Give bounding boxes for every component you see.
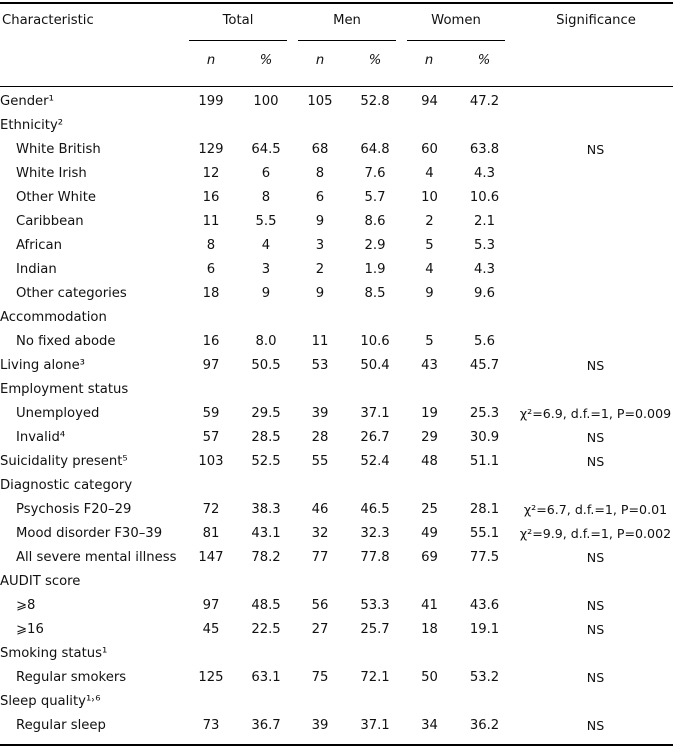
men-n-cell: 2: [315, 262, 325, 277]
significance-cell: [518, 90, 673, 114]
total-pct-cell: 8.0: [255, 334, 277, 349]
significance-cell: [518, 378, 673, 402]
men-pct-cell: 72.1: [360, 670, 390, 685]
women-n-cell: [408, 114, 451, 138]
men-n-cell: [298, 570, 342, 594]
men-n-cell: 32: [311, 526, 329, 541]
total-pct-cell: 63.1: [251, 670, 281, 685]
men-n-cell: [298, 474, 342, 498]
men-pct-cell: 46.5: [360, 502, 390, 517]
table-row: [0, 330, 673, 354]
women-n-cell: 4: [425, 166, 434, 181]
table-row: [0, 306, 673, 330]
table-row: [0, 498, 673, 522]
men-pct-cell: 10.6: [360, 334, 390, 349]
women-n-cell: 43: [421, 358, 438, 373]
table-row: [0, 642, 673, 666]
men-n-cell: 56: [311, 598, 329, 613]
men-pct-cell: 53.3: [360, 598, 390, 613]
men-n-cell: 11: [311, 334, 329, 349]
table-row: [0, 234, 673, 258]
men-n-cell: 46: [311, 502, 329, 517]
table-row: [0, 162, 673, 186]
table-row: [0, 546, 673, 570]
significance-cell: [518, 258, 673, 282]
table-row: [0, 210, 673, 234]
row-label: Indian: [16, 262, 57, 277]
women-n-cell: 2: [425, 214, 434, 229]
women-n-cell: 48: [421, 454, 438, 469]
total-n-cell: 45: [202, 622, 220, 637]
significance-cell: [518, 690, 673, 714]
women-pct-cell: 55.1: [469, 526, 500, 541]
row-label: African: [16, 238, 62, 253]
header-total: Total: [222, 13, 254, 28]
men-pct-cell: 52.4: [360, 454, 390, 469]
women-pct-cell: 4.3: [474, 262, 495, 277]
total-pct-cell: 100: [253, 94, 279, 109]
total-n-cell: [188, 690, 234, 714]
men-n-cell: 55: [311, 454, 329, 469]
row-label: ⩾16: [16, 622, 44, 637]
total-pct-cell: 52.5: [251, 454, 281, 469]
men-pct-cell: [342, 114, 408, 138]
women-pct-cell: 28.1: [469, 502, 500, 517]
women-n-cell: 29: [421, 430, 438, 445]
men-pct-cell: 2.9: [364, 238, 386, 253]
significance-cell: [518, 642, 673, 666]
significance-cell: NS: [586, 142, 605, 157]
table-row: [0, 522, 673, 546]
characteristics-table: [0, 90, 673, 738]
women-n-cell: 69: [421, 550, 438, 565]
total-pct-cell: [234, 570, 298, 594]
total-pct-cell: 29.5: [251, 406, 281, 421]
men-pct-cell: 7.6: [364, 166, 386, 181]
table-row: [0, 114, 673, 138]
men-n-cell: [298, 114, 342, 138]
header-women: Women: [431, 13, 481, 28]
significance-cell: NS: [586, 430, 605, 445]
row-label: Regular smokers: [16, 670, 127, 685]
table-row: [0, 282, 673, 306]
row-label: Gender¹: [0, 94, 54, 109]
women-pct-cell: [451, 306, 518, 330]
table-row: [0, 570, 673, 594]
subheader-men-pct: %: [368, 53, 382, 68]
men-pct-cell: 37.1: [360, 718, 390, 733]
women-n-cell: 10: [421, 190, 438, 205]
table-row: [0, 258, 673, 282]
subheader-men-n: n: [315, 53, 325, 68]
women-pct-cell: 30.9: [469, 430, 500, 445]
table-row: [0, 474, 673, 498]
header-characteristic: Characteristic: [2, 13, 94, 28]
women-pct-cell: 4.3: [474, 166, 495, 181]
men-pct-cell: 5.7: [364, 190, 386, 205]
men-n-cell: 3: [315, 238, 325, 253]
men-n-cell: 77: [311, 550, 329, 565]
men-n-cell: 27: [311, 622, 329, 637]
subheader-women-n: n: [424, 53, 434, 68]
men-n-cell: [298, 306, 342, 330]
total-n-cell: 103: [198, 454, 224, 469]
women-n-cell: 25: [421, 502, 438, 517]
total-n-cell: 59: [202, 406, 220, 421]
total-pct-cell: 3: [261, 262, 271, 277]
women-pct-cell: 5.3: [474, 238, 495, 253]
total-pct-cell: [234, 690, 298, 714]
women-n-cell: 19: [421, 406, 438, 421]
total-n-cell: 81: [202, 526, 220, 541]
men-pct-cell: 25.7: [360, 622, 390, 637]
significance-cell: NS: [586, 718, 605, 733]
table-row: [0, 690, 673, 714]
total-n-cell: 16: [202, 334, 220, 349]
row-label: Diagnostic category: [0, 478, 133, 493]
significance-cell: [518, 114, 673, 138]
row-label: Caribbean: [16, 214, 84, 229]
table-row: [0, 378, 673, 402]
row-label: Sleep quality¹˒⁶: [0, 694, 101, 709]
men-n-cell: 8: [315, 166, 325, 181]
row-label: Psychosis F20–29: [16, 502, 132, 517]
table-row: [0, 714, 673, 738]
total-pct-cell: 50.5: [251, 358, 281, 373]
row-label: Regular sleep: [16, 718, 106, 733]
total-pct-cell: 6: [261, 166, 271, 181]
significance-cell: [518, 234, 673, 258]
men-n-cell: 39: [311, 406, 329, 421]
row-label: AUDIT score: [0, 574, 81, 589]
women-pct-cell: [451, 642, 518, 666]
row-label: Unemployed: [16, 406, 100, 421]
women-n-cell: [408, 690, 451, 714]
total-n-cell: 57: [202, 430, 220, 445]
row-label: Other categories: [16, 286, 127, 301]
total-pct-cell: 9: [261, 286, 271, 301]
header-men: Men: [333, 13, 361, 28]
women-group-rule: [407, 40, 505, 41]
total-n-cell: 97: [202, 358, 220, 373]
row-label: Suicidality present⁵: [0, 454, 128, 469]
men-pct-cell: [342, 306, 408, 330]
significance-cell: NS: [586, 670, 605, 685]
women-pct-cell: 10.6: [469, 190, 500, 205]
total-n-cell: [188, 306, 234, 330]
women-pct-cell: 47.2: [469, 94, 500, 109]
men-n-cell: 9: [315, 214, 325, 229]
women-n-cell: 5: [425, 334, 434, 349]
men-pct-cell: 8.6: [364, 214, 386, 229]
table-row: [0, 666, 673, 690]
men-pct-cell: 77.8: [360, 550, 390, 565]
men-pct-cell: [342, 474, 408, 498]
total-n-cell: 72: [202, 502, 220, 517]
table-row: [0, 402, 673, 426]
women-n-cell: [408, 378, 451, 402]
total-pct-cell: 28.5: [251, 430, 281, 445]
women-pct-cell: [451, 474, 518, 498]
row-label: Other White: [16, 190, 96, 205]
total-pct-cell: 38.3: [251, 502, 281, 517]
men-n-cell: 105: [307, 94, 333, 109]
women-pct-cell: 77.5: [469, 550, 500, 565]
row-label: Living alone³: [0, 358, 85, 373]
men-n-cell: 9: [315, 286, 325, 301]
total-pct-cell: [234, 642, 298, 666]
total-n-cell: 18: [202, 286, 220, 301]
men-pct-cell: [342, 378, 408, 402]
total-pct-cell: 43.1: [251, 526, 281, 541]
men-n-cell: 75: [311, 670, 329, 685]
men-n-cell: [298, 378, 342, 402]
total-n-cell: [188, 474, 234, 498]
men-n-cell: [298, 690, 342, 714]
total-n-cell: 97: [202, 598, 220, 613]
women-n-cell: 5: [425, 238, 434, 253]
women-n-cell: 94: [421, 94, 438, 109]
significance-cell: [518, 306, 673, 330]
total-pct-cell: [234, 474, 298, 498]
men-n-cell: 39: [311, 718, 329, 733]
women-pct-cell: 43.6: [469, 598, 500, 613]
total-n-cell: 73: [202, 718, 220, 733]
women-n-cell: [408, 570, 451, 594]
women-pct-cell: 19.1: [469, 622, 500, 637]
significance-cell: [518, 210, 673, 234]
significance-cell: [518, 570, 673, 594]
row-label: No fixed abode: [16, 334, 116, 349]
subheader-total-n: n: [206, 53, 216, 68]
men-n-cell: 53: [311, 358, 329, 373]
table-row: [0, 594, 673, 618]
women-pct-cell: 45.7: [469, 358, 500, 373]
women-pct-cell: [451, 690, 518, 714]
women-pct-cell: [451, 570, 518, 594]
men-pct-cell: [342, 642, 408, 666]
women-pct-cell: 2.1: [474, 214, 495, 229]
header-rule: [0, 86, 673, 87]
total-group-rule: [189, 40, 287, 41]
men-pct-cell: 52.8: [360, 94, 390, 109]
men-n-cell: 6: [315, 190, 325, 205]
subheader-total-pct: %: [259, 53, 273, 68]
women-n-cell: 18: [421, 622, 438, 637]
significance-cell: [518, 186, 673, 210]
total-n-cell: [188, 642, 234, 666]
top-rule: [0, 2, 673, 4]
women-pct-cell: 9.6: [474, 286, 495, 301]
men-pct-cell: 8.5: [364, 286, 386, 301]
women-pct-cell: [451, 114, 518, 138]
men-pct-cell: 32.3: [360, 526, 390, 541]
women-pct-cell: 25.3: [469, 406, 500, 421]
total-n-cell: 125: [198, 670, 224, 685]
subheader-women-pct: %: [477, 53, 491, 68]
women-pct-cell: [451, 378, 518, 402]
row-label: White Irish: [16, 166, 87, 181]
total-pct-cell: 36.7: [251, 718, 281, 733]
row-label: Smoking status¹: [0, 646, 108, 661]
total-n-cell: 147: [198, 550, 224, 565]
total-n-cell: 8: [206, 238, 216, 253]
table-row: [0, 450, 673, 474]
men-pct-cell: 26.7: [360, 430, 390, 445]
men-group-rule: [298, 40, 396, 41]
total-n-cell: [188, 570, 234, 594]
significance-cell: χ²=9.9, d.f.=1, P=0.002: [519, 526, 672, 541]
men-pct-cell: [342, 690, 408, 714]
row-label: Ethnicity²: [0, 118, 64, 133]
total-pct-cell: [234, 114, 298, 138]
significance-cell: χ²=6.9, d.f.=1, P=0.009: [519, 406, 672, 421]
table-row: [0, 186, 673, 210]
significance-cell: NS: [586, 622, 605, 637]
total-n-cell: 16: [202, 190, 220, 205]
women-pct-cell: 5.6: [474, 334, 495, 349]
women-pct-cell: 53.2: [469, 670, 500, 685]
table-row: [0, 138, 673, 162]
row-label: All severe mental illness: [16, 550, 177, 565]
significance-cell: χ²=6.7, d.f.=1, P=0.01: [523, 502, 668, 517]
total-pct-cell: [234, 378, 298, 402]
bottom-rule: [0, 744, 673, 746]
total-pct-cell: 48.5: [251, 598, 281, 613]
men-pct-cell: 1.9: [364, 262, 386, 277]
row-label: Accommodation: [0, 310, 107, 325]
total-pct-cell: 8: [261, 190, 271, 205]
women-pct-cell: 63.8: [469, 142, 500, 157]
total-pct-cell: 5.5: [255, 214, 277, 229]
total-pct-cell: 4: [261, 238, 271, 253]
women-pct-cell: 51.1: [469, 454, 500, 469]
table-row: [0, 618, 673, 642]
significance-cell: NS: [586, 358, 605, 373]
women-n-cell: [408, 306, 451, 330]
women-n-cell: 50: [421, 670, 438, 685]
total-pct-cell: 22.5: [251, 622, 281, 637]
significance-cell: [518, 474, 673, 498]
men-n-cell: [298, 642, 342, 666]
table-row: [0, 426, 673, 450]
total-n-cell: 129: [198, 142, 224, 157]
total-n-cell: 199: [198, 94, 224, 109]
header-significance: Significance: [556, 13, 636, 28]
row-label: Invalid⁴: [16, 430, 66, 445]
significance-cell: NS: [586, 598, 605, 613]
women-n-cell: 49: [421, 526, 438, 541]
men-n-cell: 28: [311, 430, 329, 445]
men-pct-cell: [342, 570, 408, 594]
total-pct-cell: 64.5: [251, 142, 281, 157]
women-n-cell: 34: [421, 718, 438, 733]
women-pct-cell: 36.2: [469, 718, 500, 733]
total-n-cell: [188, 378, 234, 402]
total-pct-cell: [234, 306, 298, 330]
women-n-cell: 4: [425, 262, 434, 277]
row-label: White British: [16, 142, 101, 157]
significance-cell: NS: [586, 550, 605, 565]
men-pct-cell: 64.8: [360, 142, 390, 157]
women-n-cell: [408, 474, 451, 498]
significance-cell: [518, 282, 673, 306]
significance-cell: [518, 330, 673, 354]
women-n-cell: 9: [425, 286, 434, 301]
row-label: Mood disorder F30–39: [16, 526, 163, 541]
total-n-cell: [188, 114, 234, 138]
women-n-cell: 41: [421, 598, 438, 613]
total-n-cell: 12: [202, 166, 220, 181]
table-row: [0, 90, 673, 114]
women-n-cell: 60: [421, 142, 438, 157]
row-label: Employment status: [0, 382, 129, 397]
row-label: ⩾8: [16, 598, 36, 613]
total-pct-cell: 78.2: [251, 550, 281, 565]
women-n-cell: [408, 642, 451, 666]
total-n-cell: 6: [206, 262, 216, 277]
significance-cell: [518, 162, 673, 186]
men-pct-cell: 50.4: [360, 358, 390, 373]
total-n-cell: 11: [202, 214, 220, 229]
table-row: [0, 354, 673, 378]
significance-cell: NS: [586, 454, 605, 469]
men-pct-cell: 37.1: [360, 406, 390, 421]
men-n-cell: 68: [311, 142, 329, 157]
